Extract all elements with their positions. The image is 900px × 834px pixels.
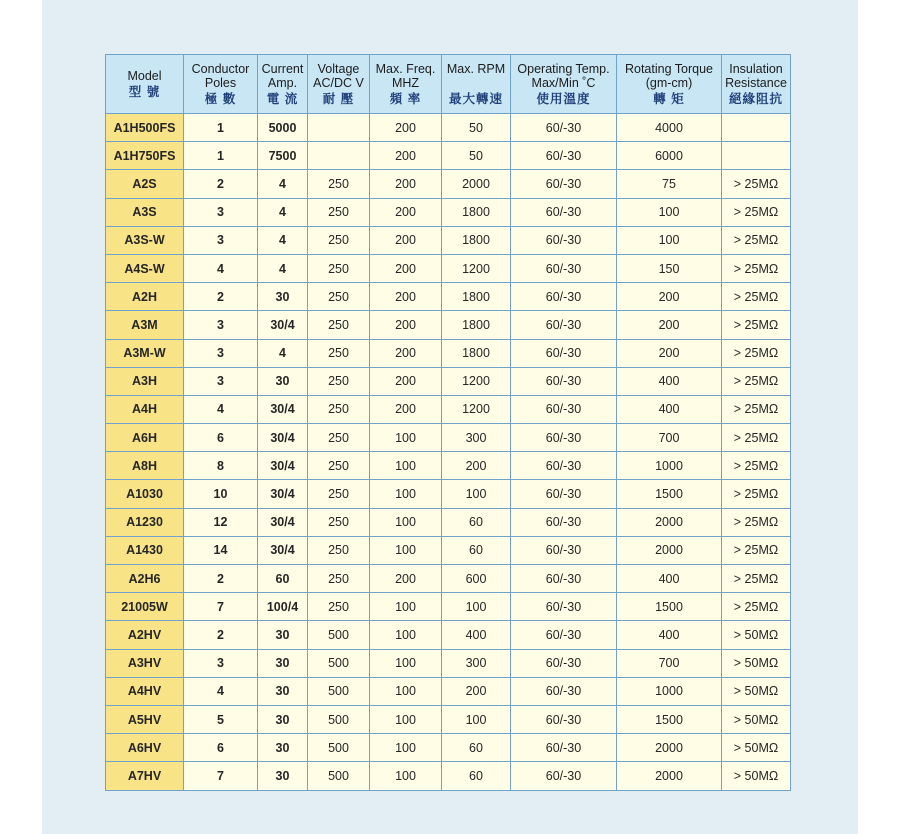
cell-voltage: 250	[308, 283, 370, 311]
cell-rotating-torque: 2000	[617, 734, 722, 762]
cell-max-rpm: 1200	[442, 367, 511, 395]
cell-poles: 2	[184, 621, 258, 649]
cell-current: 30/4	[258, 395, 308, 423]
cell-insulation-resistance: > 25MΩ	[722, 424, 791, 452]
cell-max-rpm: 1800	[442, 226, 511, 254]
cell-operating-temp: 60/-30	[511, 508, 617, 536]
cell-max-rpm: 1800	[442, 339, 511, 367]
cell-rotating-torque: 200	[617, 339, 722, 367]
cell-operating-temp: 60/-30	[511, 705, 617, 733]
cell-rotating-torque: 200	[617, 283, 722, 311]
cell-model: A1230	[106, 508, 184, 536]
cell-insulation-resistance: > 50MΩ	[722, 734, 791, 762]
table-row	[106, 677, 791, 705]
cell-insulation-resistance: > 50MΩ	[722, 621, 791, 649]
table-row	[106, 367, 791, 395]
cell-operating-temp: 60/-30	[511, 114, 617, 142]
cell-rotating-torque: 6000	[617, 142, 722, 170]
cell-poles: 4	[184, 677, 258, 705]
cell-voltage: 250	[308, 395, 370, 423]
cell-max-freq: 200	[370, 565, 442, 593]
cell-max-rpm: 60	[442, 734, 511, 762]
cell-voltage: 250	[308, 367, 370, 395]
cell-model: A5HV	[106, 705, 184, 733]
cell-voltage: 250	[308, 170, 370, 198]
cell-max-freq: 200	[370, 339, 442, 367]
cell-max-freq: 100	[370, 705, 442, 733]
cell-rotating-torque: 400	[617, 621, 722, 649]
cell-max-rpm: 1800	[442, 283, 511, 311]
cell-rotating-torque: 100	[617, 226, 722, 254]
cell-current: 30	[258, 762, 308, 790]
cell-poles: 2	[184, 170, 258, 198]
cell-insulation-resistance: > 25MΩ	[722, 480, 791, 508]
table-row	[106, 621, 791, 649]
cell-model: A8H	[106, 452, 184, 480]
cell-model: A2HV	[106, 621, 184, 649]
cell-model: A3S	[106, 198, 184, 226]
header-rotating-torque: Rotating Torque (gm-cm) 轉 矩	[617, 55, 722, 114]
cell-max-freq: 100	[370, 734, 442, 762]
cell-insulation-resistance: > 25MΩ	[722, 452, 791, 480]
cell-rotating-torque: 700	[617, 649, 722, 677]
cell-rotating-torque: 1500	[617, 705, 722, 733]
header-insulation-resistance: Insulation Resistance 絕緣阻抗	[722, 55, 791, 114]
cell-insulation-resistance: > 25MΩ	[722, 226, 791, 254]
table-row	[106, 565, 791, 593]
table-row	[106, 452, 791, 480]
cell-rotating-torque: 1000	[617, 677, 722, 705]
cell-max-freq: 200	[370, 198, 442, 226]
cell-max-freq: 100	[370, 508, 442, 536]
cell-current: 4	[258, 254, 308, 282]
cell-max-freq: 100	[370, 762, 442, 790]
cell-model: A1H750FS	[106, 142, 184, 170]
cell-max-rpm: 100	[442, 705, 511, 733]
cell-poles: 1	[184, 114, 258, 142]
cell-insulation-resistance: > 50MΩ	[722, 705, 791, 733]
cell-rotating-torque: 150	[617, 254, 722, 282]
cell-operating-temp: 60/-30	[511, 311, 617, 339]
cell-max-rpm: 60	[442, 508, 511, 536]
cell-current: 30	[258, 734, 308, 762]
cell-current: 30/4	[258, 311, 308, 339]
cell-operating-temp: 60/-30	[511, 621, 617, 649]
cell-model: 21005W	[106, 593, 184, 621]
cell-poles: 10	[184, 480, 258, 508]
cell-max-freq: 200	[370, 395, 442, 423]
cell-insulation-resistance: > 25MΩ	[722, 283, 791, 311]
cell-rotating-torque: 75	[617, 170, 722, 198]
cell-max-rpm: 600	[442, 565, 511, 593]
cell-voltage: 250	[308, 254, 370, 282]
cell-max-rpm: 400	[442, 621, 511, 649]
cell-current: 4	[258, 226, 308, 254]
cell-rotating-torque: 2000	[617, 536, 722, 564]
cell-model: A3M	[106, 311, 184, 339]
cell-max-freq: 100	[370, 621, 442, 649]
cell-max-rpm: 60	[442, 536, 511, 564]
cell-voltage: 250	[308, 226, 370, 254]
table-row	[106, 536, 791, 564]
cell-insulation-resistance: > 50MΩ	[722, 649, 791, 677]
cell-voltage	[308, 114, 370, 142]
cell-insulation-resistance: > 25MΩ	[722, 254, 791, 282]
cell-current: 60	[258, 565, 308, 593]
cell-poles: 1	[184, 142, 258, 170]
cell-current: 4	[258, 339, 308, 367]
cell-model: A1430	[106, 536, 184, 564]
cell-max-rpm: 200	[442, 452, 511, 480]
cell-operating-temp: 60/-30	[511, 649, 617, 677]
cell-max-freq: 200	[370, 226, 442, 254]
cell-operating-temp: 60/-30	[511, 593, 617, 621]
cell-poles: 4	[184, 395, 258, 423]
cell-voltage	[308, 142, 370, 170]
cell-voltage: 250	[308, 198, 370, 226]
cell-current: 4	[258, 170, 308, 198]
table-row	[106, 424, 791, 452]
cell-model: A4HV	[106, 677, 184, 705]
cell-max-freq: 200	[370, 283, 442, 311]
cell-rotating-torque: 2000	[617, 762, 722, 790]
cell-operating-temp: 60/-30	[511, 480, 617, 508]
cell-current: 30/4	[258, 452, 308, 480]
cell-voltage: 250	[308, 593, 370, 621]
cell-max-rpm: 1200	[442, 395, 511, 423]
cell-max-freq: 200	[370, 311, 442, 339]
cell-max-rpm: 1800	[442, 311, 511, 339]
cell-model: A3HV	[106, 649, 184, 677]
cell-voltage: 500	[308, 762, 370, 790]
cell-insulation-resistance: > 25MΩ	[722, 593, 791, 621]
cell-model: A3S-W	[106, 226, 184, 254]
cell-voltage: 500	[308, 734, 370, 762]
cell-poles: 5	[184, 705, 258, 733]
cell-poles: 2	[184, 565, 258, 593]
table-row	[106, 170, 791, 198]
cell-insulation-resistance: > 25MΩ	[722, 508, 791, 536]
cell-voltage: 500	[308, 705, 370, 733]
table-row	[106, 762, 791, 790]
cell-insulation-resistance: > 25MΩ	[722, 536, 791, 564]
cell-model: A3H	[106, 367, 184, 395]
cell-poles: 3	[184, 226, 258, 254]
table-row	[106, 226, 791, 254]
cell-poles: 6	[184, 734, 258, 762]
cell-insulation-resistance: > 25MΩ	[722, 339, 791, 367]
cell-model: A1H500FS	[106, 114, 184, 142]
cell-poles: 14	[184, 536, 258, 564]
cell-voltage: 250	[308, 480, 370, 508]
cell-rotating-torque: 4000	[617, 114, 722, 142]
cell-voltage: 250	[308, 424, 370, 452]
cell-operating-temp: 60/-30	[511, 762, 617, 790]
cell-max-rpm: 1800	[442, 198, 511, 226]
cell-poles: 2	[184, 283, 258, 311]
table-row	[106, 649, 791, 677]
cell-model: A6HV	[106, 734, 184, 762]
cell-operating-temp: 60/-30	[511, 283, 617, 311]
cell-current: 5000	[258, 114, 308, 142]
cell-voltage: 500	[308, 677, 370, 705]
cell-operating-temp: 60/-30	[511, 565, 617, 593]
cell-voltage: 250	[308, 536, 370, 564]
table-header	[106, 55, 791, 114]
cell-current: 4	[258, 198, 308, 226]
cell-insulation-resistance	[722, 114, 791, 142]
cell-max-rpm: 100	[442, 593, 511, 621]
table-body	[106, 114, 791, 791]
header-current: Current Amp. 電 流	[258, 55, 308, 114]
cell-poles: 8	[184, 452, 258, 480]
cell-insulation-resistance: > 50MΩ	[722, 677, 791, 705]
cell-max-freq: 100	[370, 649, 442, 677]
cell-max-freq: 100	[370, 536, 442, 564]
cell-max-freq: 100	[370, 677, 442, 705]
cell-operating-temp: 60/-30	[511, 734, 617, 762]
cell-operating-temp: 60/-30	[511, 170, 617, 198]
cell-max-freq: 200	[370, 114, 442, 142]
cell-poles: 4	[184, 254, 258, 282]
cell-model: A6H	[106, 424, 184, 452]
cell-current: 30/4	[258, 508, 308, 536]
cell-poles: 12	[184, 508, 258, 536]
cell-max-rpm: 50	[442, 142, 511, 170]
cell-insulation-resistance: > 25MΩ	[722, 198, 791, 226]
cell-model: A4H	[106, 395, 184, 423]
cell-max-freq: 200	[370, 254, 442, 282]
cell-rotating-torque: 700	[617, 424, 722, 452]
header-conductor-poles: Conductor Poles 極 數	[184, 55, 258, 114]
cell-max-rpm: 1200	[442, 254, 511, 282]
table-row	[106, 254, 791, 282]
table-row	[106, 480, 791, 508]
cell-model: A3M-W	[106, 339, 184, 367]
cell-max-freq: 100	[370, 593, 442, 621]
cell-poles: 3	[184, 649, 258, 677]
spec-table	[105, 54, 791, 791]
cell-current: 30	[258, 367, 308, 395]
cell-max-freq: 200	[370, 170, 442, 198]
header-voltage: Voltage AC/DC V 耐 壓	[308, 55, 370, 114]
cell-max-rpm: 60	[442, 762, 511, 790]
cell-rotating-torque: 1000	[617, 452, 722, 480]
table-row	[106, 593, 791, 621]
cell-poles: 6	[184, 424, 258, 452]
cell-rotating-torque: 1500	[617, 593, 722, 621]
cell-max-freq: 100	[370, 452, 442, 480]
cell-current: 100/4	[258, 593, 308, 621]
cell-current: 30	[258, 621, 308, 649]
cell-current: 30	[258, 649, 308, 677]
cell-current: 30	[258, 283, 308, 311]
cell-max-rpm: 2000	[442, 170, 511, 198]
cell-max-freq: 100	[370, 480, 442, 508]
table-row	[106, 339, 791, 367]
cell-operating-temp: 60/-30	[511, 254, 617, 282]
cell-operating-temp: 60/-30	[511, 452, 617, 480]
cell-voltage: 250	[308, 311, 370, 339]
table-row	[106, 142, 791, 170]
table-row	[106, 508, 791, 536]
cell-max-rpm: 300	[442, 424, 511, 452]
cell-operating-temp: 60/-30	[511, 226, 617, 254]
table-row	[106, 705, 791, 733]
cell-operating-temp: 60/-30	[511, 142, 617, 170]
cell-current: 30	[258, 677, 308, 705]
cell-rotating-torque: 400	[617, 565, 722, 593]
cell-max-freq: 200	[370, 142, 442, 170]
cell-rotating-torque: 100	[617, 198, 722, 226]
cell-max-freq: 200	[370, 367, 442, 395]
cell-voltage: 250	[308, 452, 370, 480]
cell-poles: 3	[184, 367, 258, 395]
cell-current: 30	[258, 705, 308, 733]
cell-operating-temp: 60/-30	[511, 395, 617, 423]
cell-model: A4S-W	[106, 254, 184, 282]
cell-rotating-torque: 400	[617, 395, 722, 423]
cell-insulation-resistance: > 25MΩ	[722, 170, 791, 198]
cell-insulation-resistance: > 25MΩ	[722, 311, 791, 339]
cell-operating-temp: 60/-30	[511, 536, 617, 564]
cell-operating-temp: 60/-30	[511, 367, 617, 395]
cell-insulation-resistance: > 25MΩ	[722, 395, 791, 423]
cell-model: A1030	[106, 480, 184, 508]
cell-voltage: 250	[308, 508, 370, 536]
cell-poles: 3	[184, 311, 258, 339]
header-operating-temp: Operating Temp. Max/Min ˚C 使用溫度	[511, 55, 617, 114]
cell-max-freq: 100	[370, 424, 442, 452]
table-row	[106, 198, 791, 226]
cell-max-rpm: 200	[442, 677, 511, 705]
table-row	[106, 283, 791, 311]
cell-rotating-torque: 1500	[617, 480, 722, 508]
cell-current: 7500	[258, 142, 308, 170]
cell-voltage: 500	[308, 621, 370, 649]
cell-poles: 7	[184, 593, 258, 621]
cell-rotating-torque: 200	[617, 311, 722, 339]
cell-voltage: 250	[308, 339, 370, 367]
cell-poles: 3	[184, 339, 258, 367]
cell-current: 30/4	[258, 424, 308, 452]
cell-insulation-resistance: > 50MΩ	[722, 762, 791, 790]
cell-operating-temp: 60/-30	[511, 198, 617, 226]
cell-poles: 7	[184, 762, 258, 790]
cell-max-rpm: 300	[442, 649, 511, 677]
cell-current: 30/4	[258, 536, 308, 564]
cell-model: A2H6	[106, 565, 184, 593]
header-max-rpm: Max. RPM 最大轉速	[442, 55, 511, 114]
header-model: Model 型 號	[106, 55, 184, 114]
table-row	[106, 395, 791, 423]
cell-operating-temp: 60/-30	[511, 424, 617, 452]
cell-poles: 3	[184, 198, 258, 226]
cell-rotating-torque: 2000	[617, 508, 722, 536]
table-row	[106, 311, 791, 339]
header-max-freq: Max. Freq. MHZ 頻 率	[370, 55, 442, 114]
cell-current: 30/4	[258, 480, 308, 508]
cell-insulation-resistance	[722, 142, 791, 170]
cell-model: A2S	[106, 170, 184, 198]
table-row	[106, 734, 791, 762]
cell-voltage: 250	[308, 565, 370, 593]
cell-rotating-torque: 400	[617, 367, 722, 395]
cell-operating-temp: 60/-30	[511, 677, 617, 705]
table-row	[106, 114, 791, 142]
cell-max-rpm: 100	[442, 480, 511, 508]
cell-max-rpm: 50	[442, 114, 511, 142]
cell-model: A2H	[106, 283, 184, 311]
cell-insulation-resistance: > 25MΩ	[722, 367, 791, 395]
cell-model: A7HV	[106, 762, 184, 790]
cell-insulation-resistance: > 25MΩ	[722, 565, 791, 593]
cell-operating-temp: 60/-30	[511, 339, 617, 367]
cell-voltage: 500	[308, 649, 370, 677]
